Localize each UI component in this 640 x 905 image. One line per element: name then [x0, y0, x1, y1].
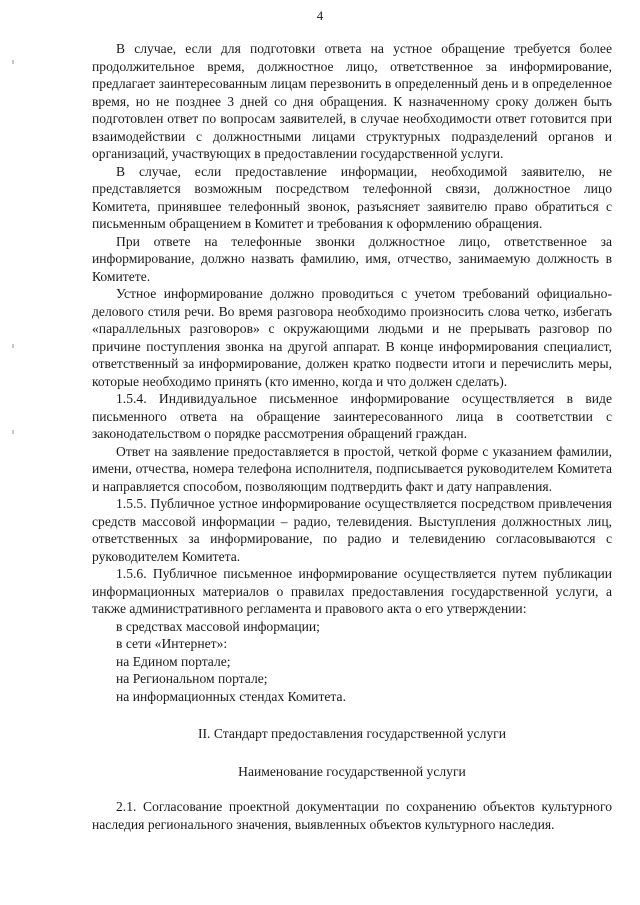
list-item: на информационных стендах Комитета. — [116, 688, 346, 704]
sub-heading: Наименование государственной услуги — [238, 763, 466, 779]
list-item: на Едином портале; — [116, 653, 231, 669]
paragraph: Устное информирование должно проводиться с учетом требований официально-делового стиля речи. Во время разговора необходимо произносить слова четко, избегать «параллельных разговоров» с окружающими людьми и не прерывать разговор по причине поступления звонка на другой аппарат. В конце информирования специалист, ответственный за информирование, должен кратко подвести итоги и перечислить меры, которые необходимо принять (кто именно, когда и что должен сделать). — [92, 286, 612, 389]
paragraph: 1.5.4. Индивидуальное письменное информирование осуществляется в виде письменного ответа на обращение заинтересованного лица в соответствии с законодательством о порядке рассмотрения обращений граждан. — [92, 391, 612, 441]
scan-mark — [12, 430, 14, 434]
paragraph: 2.1. Согласование проектной документации по сохранению объектов культурного наследия регионального значения, выявленных объектов культурного наследия. — [92, 799, 612, 832]
paragraph: В случае, если для подготовки ответа на устное обращение требуется более продолжительное время, должностное лицо, ответственное за информирование, предлагает заинтересованным лицам перезвонить в определенный день и в определенное время, но не позднее 3 дней со дня обращения. К назначенному сроку должен быть подготовлен ответ по вопросам заявителей, в случае необходимости ответ готовится при взаимодействии с должностными лицами структурных подразделений органов и организаций, участвующих в предоставлении государственной услуги. — [92, 41, 612, 161]
list-item: в средствах массовой информации; — [116, 618, 320, 634]
page-number: 4 — [316, 8, 324, 23]
section-heading: II. Стандарт предоставления государственной услуги — [197, 726, 506, 741]
paragraph: 1.5.6. Публичное письменное информирование осуществляется путем публикации информационных материалов о правилах предоставления государственной услуги, а также административного регламента и правового акта о его утверждении: — [92, 566, 612, 616]
paragraph: 1.5.5. Публичное устное информирование осуществляется посредством привлечения средств массовой информации – радио, телевидения. Выступления должностных лиц, ответственных за информирование, по радио и телевидению согласовываются с руководителем Комитета. — [92, 496, 612, 564]
scan-mark — [12, 344, 14, 348]
paragraph: Ответ на заявление предоставляется в простой, четкой форме с указанием фамилии, имени, отчества, номера телефона исполнителя, подписывается руководителем Комитета и направляется способом, позволяющим подтвердить факт и дату направления. — [92, 443, 612, 494]
list-item: в сети «Интернет»: — [116, 636, 228, 651]
scan-mark — [12, 60, 14, 64]
paragraph: При ответе на телефонные звонки должностное лицо, ответственное за информирование, должно назвать фамилию, имя, отчество, занимаемую должность в Комитете. — [92, 233, 612, 284]
document-body — [92, 40, 612, 833]
paragraph: В случае, если предоставление информации, необходимой заявителю, не представляется возможным посредством телефонной связи, должностное лицо Комитета, принявшее телефонный звонок, разъясняет заявителю право обратиться с письменным обращением в Комитет и требования к оформлению обращения. — [92, 163, 612, 231]
list-item: на Региональном портале; — [116, 671, 268, 686]
